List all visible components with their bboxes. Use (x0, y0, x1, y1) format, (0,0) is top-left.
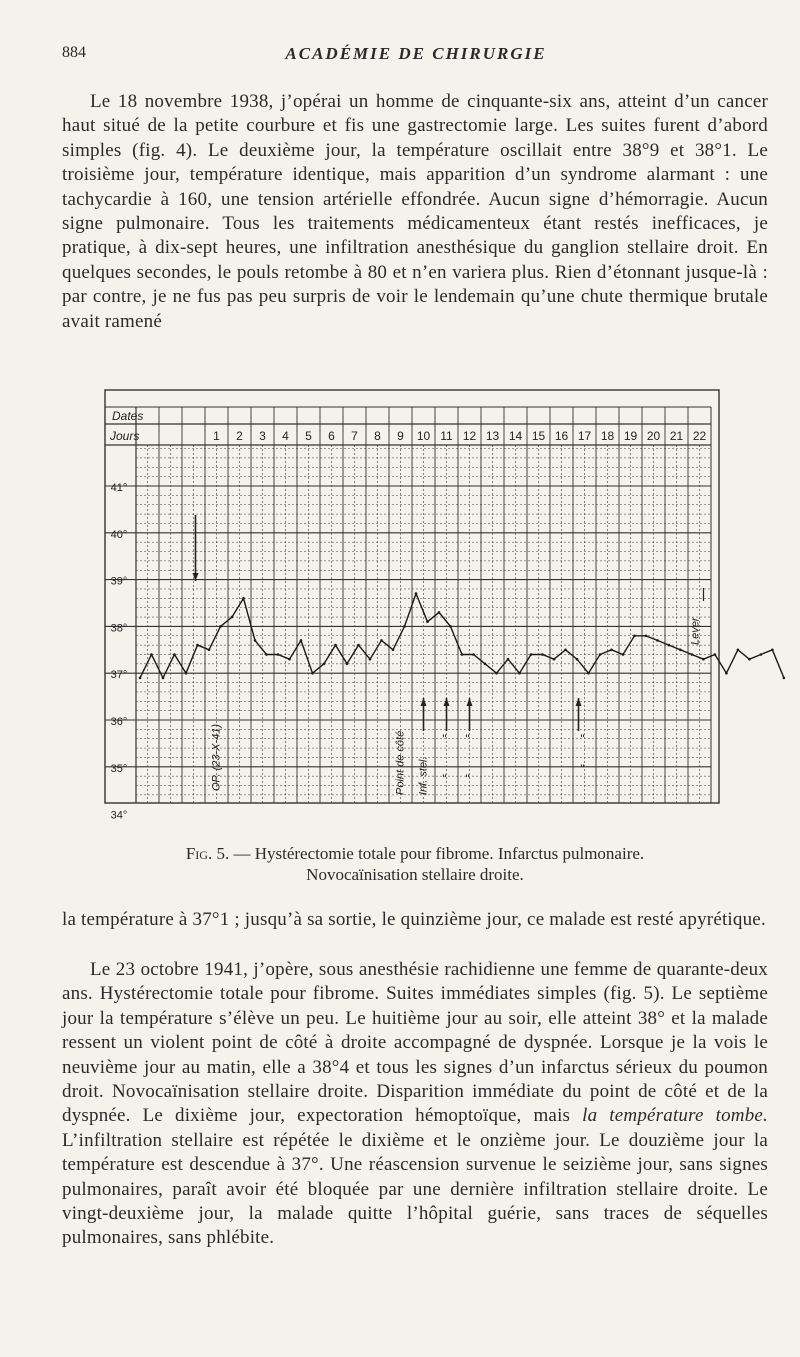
day-label: 5 (305, 429, 312, 443)
temperature-point (783, 677, 786, 680)
temperature-point (357, 644, 360, 647)
y-tick-label: 35° (110, 762, 128, 775)
day-label: 14 (508, 429, 523, 443)
temperature-point (173, 653, 176, 656)
infiltration-arrow-head (576, 698, 582, 706)
temperature-point (242, 597, 245, 600)
paragraph-3 (62, 958, 768, 1251)
temperature-point (633, 635, 636, 638)
day-label: 20 (646, 429, 661, 443)
dates-label: Dates (112, 409, 144, 423)
temperature-point (288, 658, 291, 661)
paragraph-3-part-b: L’infiltration stellaire est répétée le dixième et le onzième jour. Le douzième jour la température est descendue à 37°. Une réascension survenue le seizième jour, sans signes pulmonaires, paraît avoir été bloquée par une dernière infiltration stellaire droite. Le vingt-deuxième jour, la malade quitte l’hôpital guérie, sans traces de séquelles pulmonaires, sans phlébite. (62, 1129, 768, 1249)
chart-grid (105, 390, 719, 803)
paragraph-2: la température à 37°1 ; jusqu’à sa sortie, le quinzième jour, ce malade est resté apyrétique. (62, 909, 766, 930)
day-label: 9 (397, 429, 404, 443)
y-tick-label: 41° (110, 482, 128, 494)
temperature-point (737, 649, 740, 652)
page-number: 884 (62, 44, 86, 61)
infiltration-arrow-head (444, 698, 450, 706)
day-label: 7 (351, 429, 358, 443)
temperature-point (668, 644, 671, 647)
day-label: 16 (554, 429, 569, 443)
day-label: 3 (259, 429, 266, 443)
temperature-point (403, 625, 406, 628)
temperature-point (771, 649, 774, 652)
temperature-point (449, 625, 452, 628)
temperature-point (334, 644, 337, 647)
temperature-point (748, 658, 751, 661)
temperature-point (185, 672, 188, 675)
day-label: 4 (282, 429, 289, 443)
temperature-point (323, 663, 326, 666)
ditto-mark: " (580, 732, 585, 746)
ditto-mark: " (465, 772, 470, 786)
temperature-point (702, 658, 705, 661)
temperature-point (415, 592, 418, 595)
temperature-point (196, 644, 199, 647)
temperature-point (346, 663, 349, 666)
temperature-point (461, 653, 464, 656)
temperature-point (622, 653, 625, 656)
inf-stel-annotation: Inf. stel. (417, 756, 430, 795)
y-tick-label: 36° (110, 716, 128, 728)
ditto-mark: " (442, 732, 447, 746)
infiltration-arrow-head (421, 698, 427, 706)
temperature-point (679, 649, 682, 652)
op-annotation: OP. (23-X-41) (210, 723, 223, 791)
temperature-chart (103, 383, 723, 822)
temperature-point (311, 672, 314, 675)
temperature-point (369, 658, 372, 661)
day-label: 21 (669, 429, 684, 443)
temperature-point (587, 672, 590, 675)
y-tick-label: 40° (110, 528, 128, 541)
day-label: 11 (440, 429, 453, 443)
temperature-point (438, 611, 441, 614)
temperature-point (472, 653, 475, 656)
lever-annotation: Lever (689, 617, 702, 645)
page-header (62, 44, 770, 68)
temperature-point (265, 653, 268, 656)
temperature-point (530, 653, 533, 656)
day-label: 19 (623, 429, 638, 443)
paragraph-3-part-a: Le 23 octobre 1941, j’opère, sous anesthésie rachidienne une femme de quarante-deux ans. Hystérectomie totale pour fibrome. Suites immédiates simples (fig. 5). Le septième jour la température s’élève un peu. Le huitième jour au soir, elle atteint 38° et la malade ressent un violent point de côté à droite accompagné de dyspnée. Lorsque je la vois le neuvième jour au matin, elle a 38°4 et tous les signes d’un infarctus sérieux du poumon droit. Novocaïnisation stellaire droite. Disparition immédiate du point de côté et de la dyspnée. Le dixième jour, expectoration hémoptoïque, mais (62, 959, 768, 1127)
day-label: 8 (374, 429, 381, 443)
day-label: 15 (531, 429, 546, 443)
day-label: 1 (213, 429, 220, 443)
temperature-point (426, 620, 429, 623)
y-tick-label: 34° (110, 809, 128, 822)
day-label: 18 (600, 429, 615, 443)
infiltration-arrow-head (467, 698, 473, 706)
caption-text-1: — Hystérectomie totale pour fibrome. Infarctus pulmonaire. (229, 844, 645, 863)
day-label: 17 (577, 429, 592, 443)
temperature-point (564, 649, 567, 652)
temperature-point (599, 653, 602, 656)
day-label: 10 (416, 429, 431, 443)
ditto-mark: " (442, 772, 447, 786)
day-label: 22 (692, 429, 707, 443)
temperature-point (576, 658, 579, 661)
day-label: 12 (462, 429, 477, 443)
temperature-point (300, 639, 303, 642)
day-label: 6 (328, 429, 335, 443)
y-tick-label: 39° (110, 575, 128, 588)
paragraph-1: Le 18 novembre 1938, j’opérai un homme de cinquante-six ans, atteint d’un cancer haut situé de la petite courbure et fis une gastrectomie large. Les suites furent d’abord simples (fig. 4). Le deuxième jour, la température oscillait entre 38°9 et 38°1. Le troisième jour, température identique, mais apparition d’un syndrome alarmant : une tachycardie à 160, une tension artérielle effondrée. Aucun signe d’hémorragie. Aucun signe pulmonaire. Tous les traitements médicamenteux étant restés inefficaces, je pratique, à dix-sept heures, une infiltration anesthésique du ganglion stellaire droit. En quelques secondes, le pouls retombe à 80 et n’en variera plus. Rien d’étonnant jusque-là : par contre, je ne fus pas peu surpris de voir le lendemain qu’une chute thermique brutale avait ramené (62, 91, 768, 332)
temperature-point (392, 649, 395, 652)
temperature-point (691, 653, 694, 656)
ditto-mark: " (580, 762, 585, 776)
temperature-point (208, 649, 211, 652)
temperature-point (495, 672, 498, 675)
figure-caption-line-2: Novocaïnisation stellaire droite. (306, 865, 524, 884)
paragraph-3-emphasis: la température tombe. (582, 1105, 769, 1127)
point-de-cote-annotation: Point de côté (394, 730, 407, 795)
temperature-point (150, 653, 153, 656)
jours-label: Jours (110, 429, 140, 443)
temperature-point (725, 672, 728, 675)
temperature-point (219, 625, 222, 628)
temperature-point (484, 663, 487, 666)
running-title: ACADÉMIE DE CHIRURGIE (285, 44, 547, 63)
temperature-point (518, 672, 521, 675)
temperature-point (714, 653, 717, 656)
temperature-point (541, 653, 544, 656)
temperature-point (645, 635, 648, 638)
ditto-mark: " (465, 732, 470, 746)
day-label: 13 (485, 429, 500, 443)
day-label: 2 (236, 429, 243, 443)
temperature-point (610, 649, 613, 652)
temperature-point (656, 639, 659, 642)
temperature-point (760, 653, 763, 656)
temperature-point (277, 653, 280, 656)
y-tick-label: 38° (110, 622, 128, 635)
temperature-point (507, 658, 510, 661)
temperature-point (231, 616, 234, 619)
y-tick-label: 37° (110, 669, 128, 682)
temperature-point (162, 677, 165, 680)
temperature-point (254, 639, 257, 642)
figure-label: Fig. 5. (185, 844, 230, 863)
temperature-point (553, 658, 556, 661)
temperature-point (380, 639, 383, 642)
temperature-point (139, 677, 142, 680)
figure-caption-line-1 (62, 843, 768, 865)
